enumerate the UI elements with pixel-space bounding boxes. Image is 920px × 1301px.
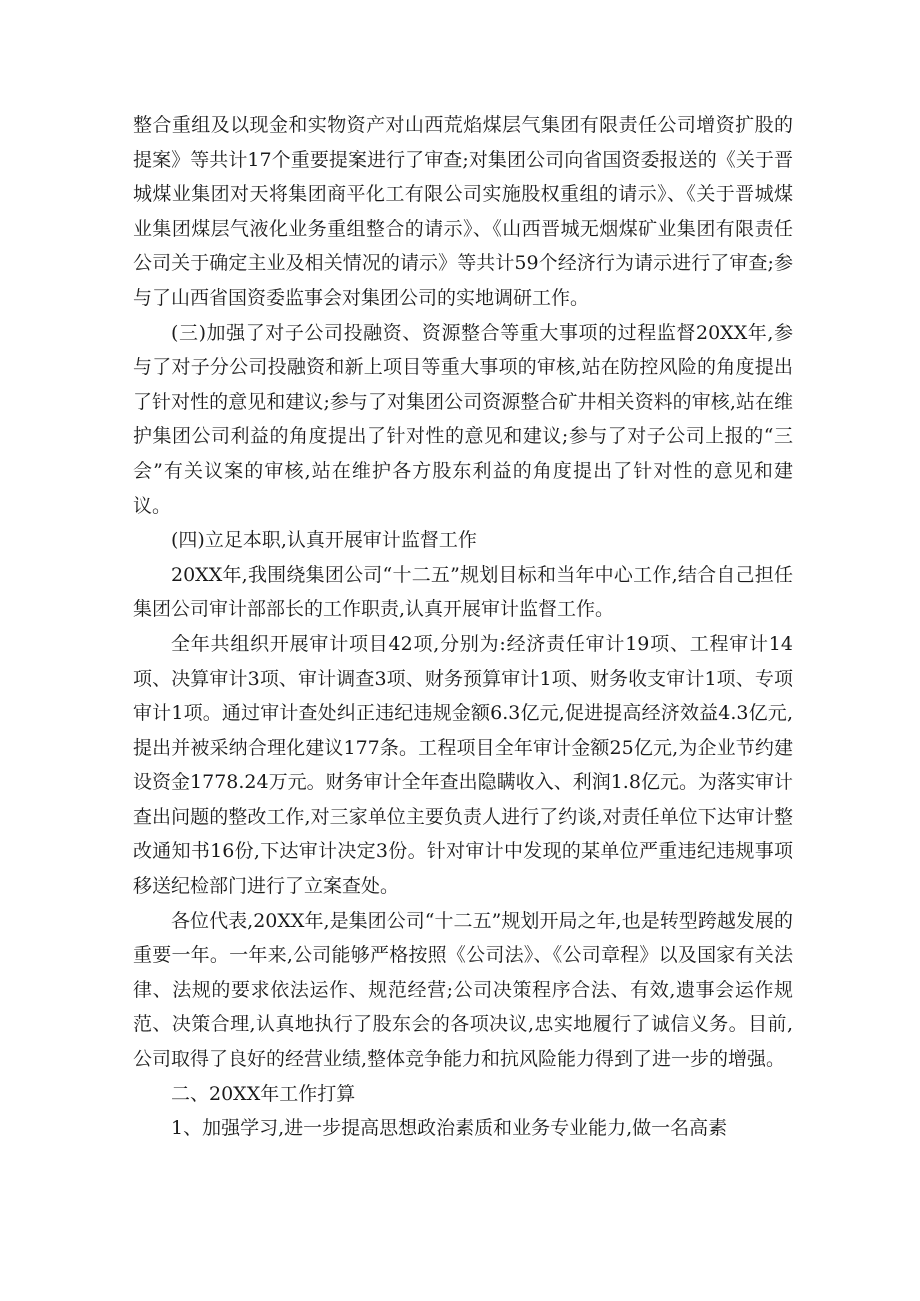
document-body [133,108,793,1146]
paragraph-audit-review: 整合重组及以现金和实物资产对山西荒焰煤层气集团有限责任公司增资扩股的提案》等共计17个重要提案进行了审查;对集团公司向省国资委报送的《关于晋城煤业集团对天将集团商平化工有限公司实施股权重组的请示》、《关于晋城煤业集团煤层气液化业务重组整合的请示》、《山西晋城无烟煤矿业集团有限责任公司关于确定主业及相关情况的请示》等共计59个经济行为请示进行了审查;参与了山西省国资委监事会对集团公司的实地调研工作。 [133,114,793,309]
paragraph-audit-statistics: 全年共组织开展审计项目42项,分别为:经济责任审计19项、工程审计14项、决算审计3项、审计调查3项、财务预算审计1项、财务收支审计1项、专项审计1项。通过审计查处纠正违纪违规金额6.3亿元,促进提高经济效益4.3亿元,提出并被采纳合理化建议177条。工程项目全年审计金额25亿元,为企业节约建设资金1778.24万元。财务审计全年查出隐瞒收入、利润1.8亿元。为落实审计查出问题的整改工作,对三家单位主要负责人进行了约谈,对责任单位下达审计整改通知书16份,下达审计决定3份。针对审计中发现的某单位严重违纪违规事项移送纪检部门进行了立案查处。 [133,632,793,898]
paragraph-annual-summary: 各位代表,20XX年,是集团公司“十二五”规划开局之年,也是转型跨越发展的重要一年。一年来,公司能够严格按照《公司法》、《公司章程》以及国家有关法律、法规的要求依法运作、规范经营;公司决策程序合法、有效,遗事会运作规范、决策合理,认真地执行了股东会的各项决议,忠实地履行了诚信义务。目前,公司取得了良好的经营业绩,整体竞争能力和抗风险能力得到了进一步的增强。 [133,909,793,1071]
section-heading-work-plan: 二、20XX年工作打算 [171,1082,356,1105]
paragraph-subsidiary-supervision: (三)加强了对子公司投融资、资源整合等重大事项的过程监督20XX年,参与了对子分公司投融资和新上项目等重大事项的审核,站在防控风险的角度提出了针对性的意见和建议;参与了对集团公司资源整合矿井相关资料的审核,站在维护集团公司利益的角度提出了针对性的意见和建议;参与了对子公司上报的“三会”有关议案的审核,站在维护各方股东利益的角度提出了针对性的意见和建议。 [133,321,793,517]
paragraph-audit-overview: 20XX年,我围绕集团公司“十二五”规划目标和当年中心工作,结合自己担任集团公司审计部部长的工作职责,认真开展审计监督工作。 [133,563,793,621]
section-heading-audit-work: (四)立足本职,认真开展审计监督工作 [171,529,477,552]
paragraph-plan-item-1: 1、加强学习,进一步提高思想政治素质和业务专业能力,做一名高素 [171,1117,728,1140]
